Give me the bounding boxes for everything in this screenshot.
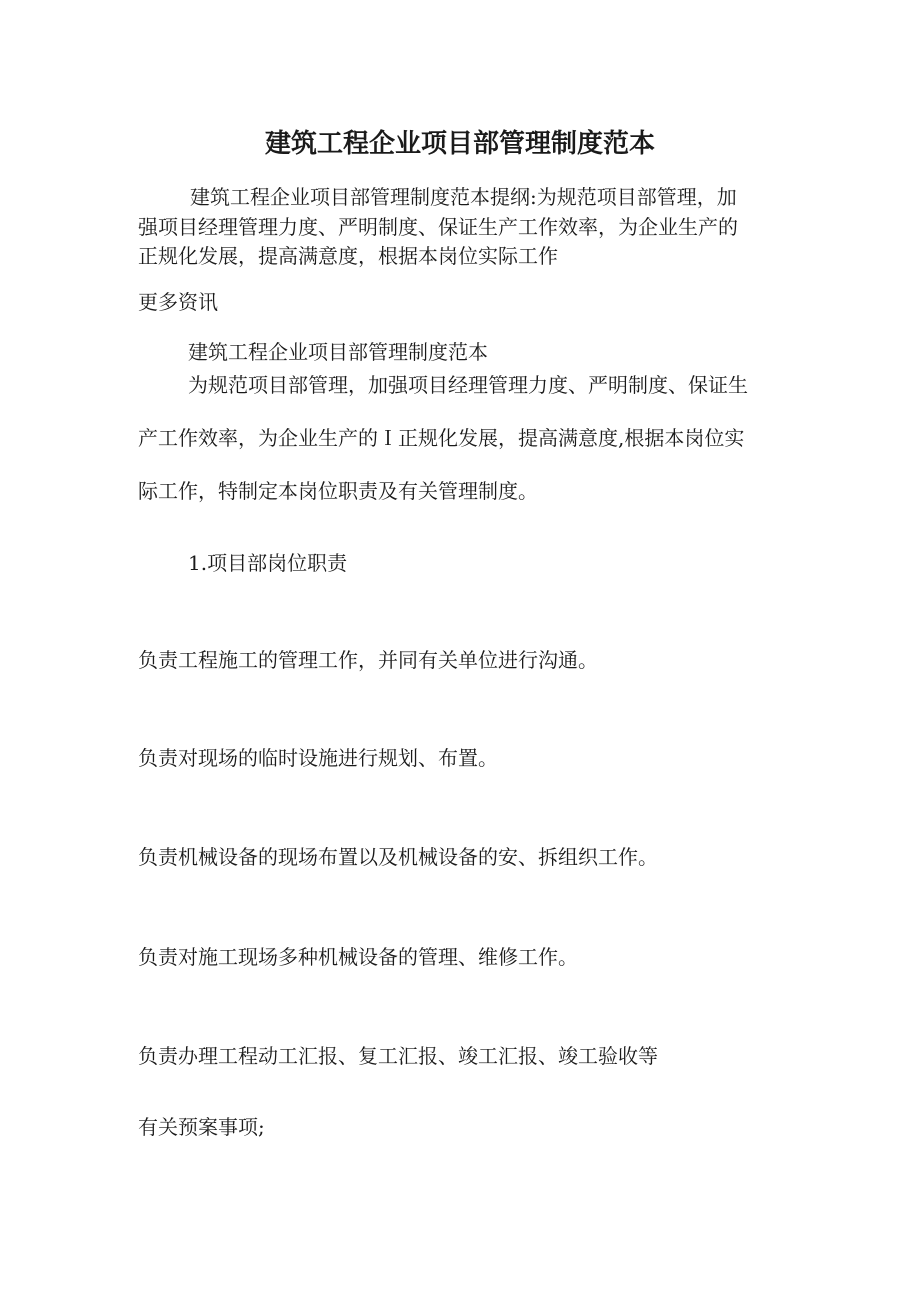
- summary-line-1: 建筑工程企业项目部管理制度范本提纲:为规范项目部管理，加: [190, 185, 737, 209]
- duty-item: 负责对现场的临时设施进行规划、布置。: [138, 746, 498, 770]
- document-subtitle: 建筑工程企业项目部管理制度范本: [188, 340, 488, 364]
- duty-item: 负责工程施工的管理工作，并同有关单位进行沟通。: [138, 648, 598, 672]
- summary-line-2: 强项目经理管理力度、严明制度、保证生产工作效率，为企业生产的: [138, 215, 738, 239]
- duty-item: 负责对施工现场多种机械设备的管理、维修工作。: [138, 945, 578, 969]
- intro-line-1: 为规范项目部管理，加强项目经理管理力度、严明制度、保证生: [188, 373, 748, 397]
- intro-line-2: 产工作效率，为企业生产的Ｉ正规化发展，提高满意度,根据本岗位实: [138, 426, 745, 450]
- duty-item: 负责机械设备的现场布置以及机械设备的安、拆组织工作。: [138, 845, 658, 869]
- duty-item: 负责办理工程动工汇报、复工汇报、竣工汇报、竣工验收等: [138, 1044, 658, 1068]
- document-title: 建筑工程企业项目部管理制度范本: [264, 129, 655, 159]
- summary-line-3: 正规化发展，提高满意度，根据本岗位实际工作: [138, 244, 558, 268]
- more-info-label: 更多资讯: [138, 290, 218, 314]
- section-heading: 1.项目部岗位职责: [188, 551, 348, 575]
- duty-item-continuation: 有关预案事项;: [138, 1115, 265, 1139]
- intro-line-3: 际工作，特制定本岗位职责及有关管理制度。: [138, 479, 538, 503]
